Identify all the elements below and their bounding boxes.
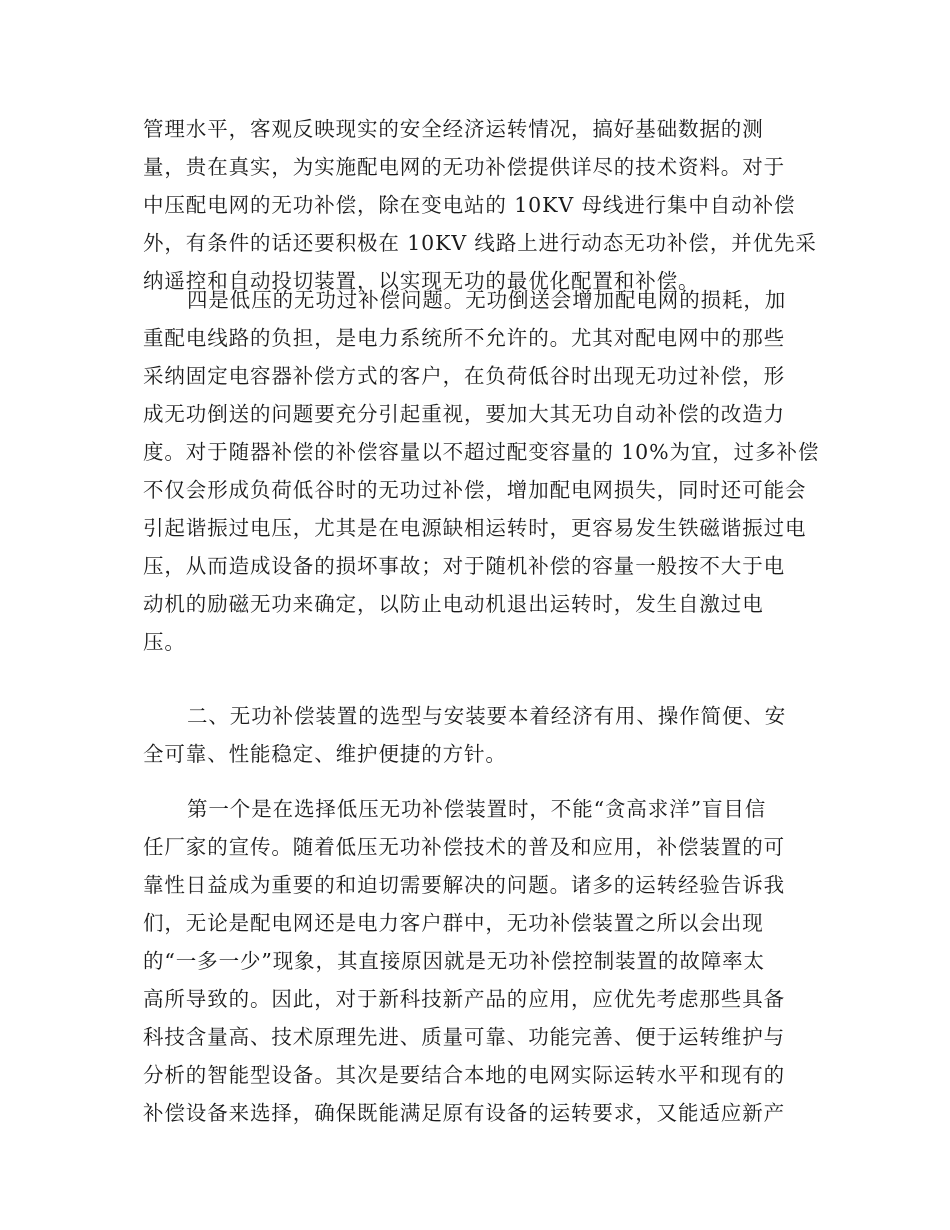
text-line: 四是低压的无功过补偿问题。无功倒送会增加配电网的损耗，加 <box>187 288 787 312</box>
text-line: 外，有条件的话还要积极在 10KV 线路上进行动态无功补偿，并优先采 <box>143 231 817 255</box>
text-line: 二、无功补偿装置的选型与安装要本着经济有用、操作简便、安 <box>187 704 787 728</box>
text-line: 重配电线路的负担，是电力系统所不允许的。尤其对配电网中的那些 <box>143 326 785 350</box>
paragraph-overcompensation <box>143 281 823 661</box>
text-line: 全可靠、性能稳定、维护便捷的方针。 <box>143 742 507 766</box>
text-line: 压。 <box>143 630 186 654</box>
text-line: 成无功倒送的问题要充分引起重视，要加大其无功自动补偿的改造力 <box>143 402 785 426</box>
paragraph-device-selection <box>143 790 823 1132</box>
text-line: 靠性日益成为重要的和迫切需要解决的问题。诸多的运转经验告诉我 <box>143 873 785 897</box>
text-line: 高所导致的。因此，对于新科技新产品的应用，应优先考虑那些具备 <box>143 987 785 1011</box>
text-line: 不仅会形成负荷低谷时的无功过补偿，增加配电网损失，同时还可能会 <box>143 478 807 502</box>
text-line: 采纳固定电容器补偿方式的客户，在负荷低谷时出现无功过补偿，形 <box>143 364 785 388</box>
text-line: 纳遥控和自动投切装置，以实现无功的最优化配置和补偿。 <box>143 269 700 293</box>
paragraph-section-two-heading <box>143 697 823 773</box>
text-line: 科技含量高、技术原理先进、质量可靠、功能完善、便于运转维护与 <box>143 1025 785 1049</box>
text-line: 第一个是在选择低压无功补偿装置时，不能“贪高求洋”盲目信 <box>187 797 767 821</box>
text-line: 分析的智能型设备。其次是要结合本地的电网实际运转水平和现有的 <box>143 1063 785 1087</box>
text-line: 管理水平，客观反映现实的安全经济运转情况，搞好基础数据的测 <box>143 117 764 141</box>
text-line: 动机的励磁无功来确定，以防止电动机退出运转时，发生自激过电 <box>143 592 764 616</box>
text-line: 的“一多一少”现象，其直接原因就是无功补偿控制装置的故障率太 <box>143 949 765 973</box>
text-line: 度。对于随器补偿的补偿容量以不超过配变容量的 10%为宜，过多补偿 <box>143 440 820 464</box>
text-line: 们，无论是配电网还是电力客户群中，无功补偿装置之所以会出现 <box>143 911 764 935</box>
text-line: 任厂家的宣传。随着低压无功补偿技术的普及和应用，补偿装置的可 <box>143 835 785 859</box>
text-line: 压，从而造成设备的损坏事故；对于随机补偿的容量一般按不大于电 <box>143 554 785 578</box>
paragraph-management-level <box>143 110 823 300</box>
text-line: 引起谐振过电压，尤其是在电源缺相运转时，更容易发生铁磁谐振过电 <box>143 516 807 540</box>
text-line: 补偿设备来选择，确保既能满足原有设备的运转要求，又能适应新产 <box>143 1101 785 1125</box>
text-line: 中压配电网的无功补偿，除在变电站的 10KV 母线进行集中自动补偿 <box>143 193 796 217</box>
text-line: 量，贵在真实，为实施配电网的无功补偿提供详尽的技术资料。对于 <box>143 155 785 179</box>
